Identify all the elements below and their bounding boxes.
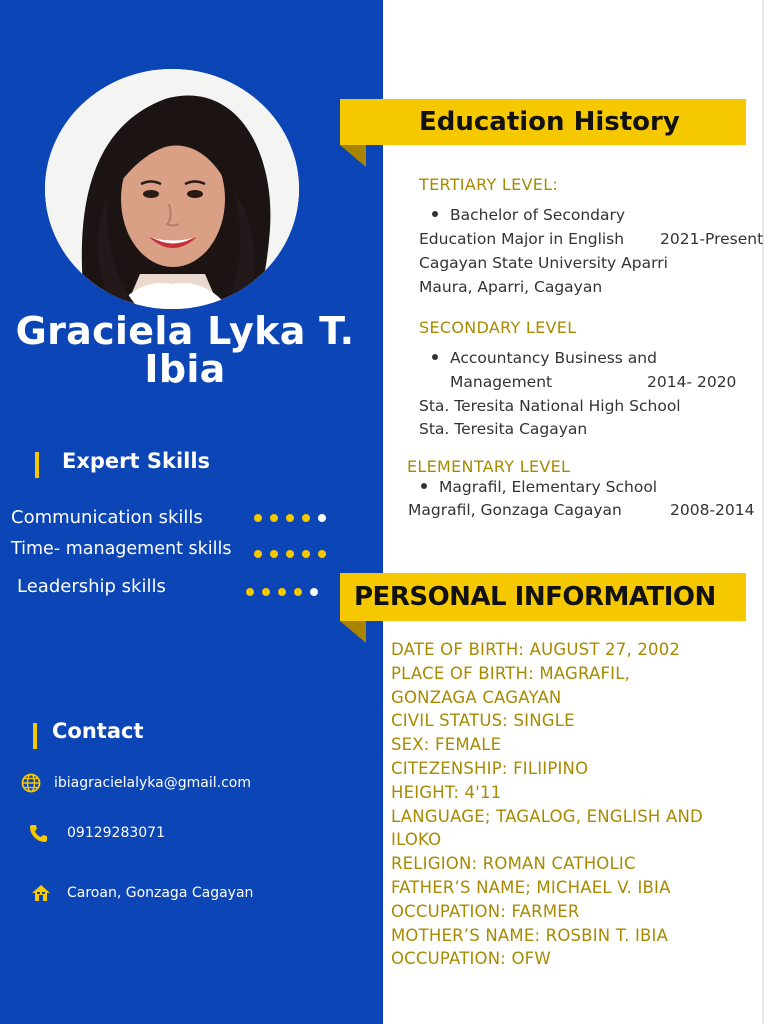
personal-info-list: [391, 638, 703, 971]
email-text: ibiagracielalyka@gmail.com: [54, 775, 251, 791]
rating-dot-empty: [310, 588, 318, 596]
skill-communication-rating: [254, 514, 326, 522]
secondary-school: Sta. Teresita National High School: [419, 397, 681, 415]
skill-time-management: Time- management skills: [11, 539, 232, 559]
full-name: [0, 309, 370, 391]
pi-birth-place-cont: GONZAGA CAGAYAN: [391, 687, 562, 707]
pi-birth-date: DATE OF BIRTH: AUGUST 27, 2002: [391, 640, 681, 659]
rating-dot: [246, 588, 254, 596]
education-title: Education History: [419, 107, 680, 137]
elementary-address: Magrafil, Gonzaga Cagayan: [408, 501, 622, 519]
pi-height: HEIGHT: 4'11: [391, 782, 502, 802]
bullet: [432, 354, 438, 360]
rating-dot: [294, 588, 302, 596]
secondary-strand-line1: Accountancy Business and: [432, 349, 657, 367]
rating-dot: [302, 514, 310, 522]
pi-sex: SEX: FEMALE: [391, 735, 502, 755]
rating-dot: [286, 550, 294, 558]
tertiary-level-label: TERTIARY LEVEL:: [419, 175, 559, 194]
name-line-1: Graciela Lyka T.: [15, 309, 355, 353]
rating-dot: [278, 588, 286, 596]
name-line-2: Ibia: [144, 347, 226, 391]
skill-communication: Communication skills: [11, 507, 203, 528]
pi-citizenship: CITEZENSHIP: FILIIPINO: [391, 758, 589, 778]
secondary-level-label: SECONDARY LEVEL: [419, 318, 577, 337]
secondary-address: Sta. Teresita Cagayan: [419, 420, 588, 438]
pi-father-name: FATHER’S NAME; MICHAEL V. IBIA: [391, 877, 671, 897]
rating-dot: [270, 514, 278, 522]
bullet: [421, 483, 427, 489]
pi-religion: RELIGION: ROMAN CATHOLIC: [391, 854, 636, 874]
personal-info-banner: [340, 573, 746, 621]
tertiary-school: Cagayan State University Aparri: [419, 254, 668, 272]
pi-father-occupation: OCCUPATION: FARMER: [391, 901, 580, 921]
rating-dot: [254, 514, 262, 522]
personal-info-title: PERSONAL INFORMATION: [354, 582, 716, 612]
pi-mother-occupation: OCCUPATION: OFW: [391, 949, 551, 969]
profile-photo: [45, 69, 299, 309]
tertiary-address: Maura, Aparri, Cagayan: [419, 278, 603, 296]
pi-language-cont: ILOKO: [391, 830, 442, 850]
contact-email[interactable]: [20, 772, 251, 794]
globe-icon: [20, 772, 42, 794]
tertiary-degree-line1: Bachelor of Secondary: [432, 206, 625, 224]
personal-banner-fold: [340, 621, 366, 643]
skills-title: Expert Skills: [62, 449, 211, 473]
tertiary-years: 2021-Present: [660, 230, 764, 248]
rating-dot: [270, 550, 278, 558]
secondary-years: 2014- 2020: [647, 373, 737, 391]
pi-mother-name: MOTHER’S NAME: ROSBIN T. IBIA: [391, 925, 669, 945]
address-text: Caroan, Gonzaga Cagayan: [67, 885, 254, 901]
skill-leadership-rating: [246, 588, 318, 596]
rating-dot: [286, 514, 294, 522]
bullet: [432, 211, 438, 217]
home-icon: [30, 882, 52, 904]
tertiary-degree-line2: Education Major in English: [419, 230, 625, 248]
pi-language: LANGUAGE; TAGALOG, ENGLISH AND: [391, 806, 703, 826]
secondary-strand-line2: Management: [450, 373, 553, 391]
contact-accent-bar: [33, 723, 37, 749]
rating-dot: [302, 550, 310, 558]
elementary-level-label: ELEMENTARY LEVEL: [407, 457, 571, 476]
skill-time-management-rating: [254, 550, 326, 558]
pi-birth-place: PLACE OF BIRTH: MAGRAFIL,: [391, 663, 631, 683]
rating-dot-empty: [318, 514, 326, 522]
rating-dot: [254, 550, 262, 558]
phone-text: 09129283071: [67, 825, 165, 841]
edge-divider: [762, 0, 764, 1024]
skills-accent-bar: [35, 452, 39, 478]
rating-dot: [262, 588, 270, 596]
contact-address: [30, 882, 253, 904]
phone-icon: [27, 822, 49, 844]
elementary-years: 2008-2014: [670, 501, 755, 519]
elementary-school: Magrafil, Elementary School: [421, 478, 657, 496]
contact-title: Contact: [52, 719, 144, 743]
rating-dot: [318, 550, 326, 558]
education-banner: [340, 99, 746, 145]
pi-civil-status: CIVIL STATUS: SINGLE: [391, 711, 575, 731]
contact-phone[interactable]: [27, 822, 165, 844]
education-banner-fold: [340, 145, 366, 167]
skill-leadership: Leadership skills: [17, 576, 166, 597]
